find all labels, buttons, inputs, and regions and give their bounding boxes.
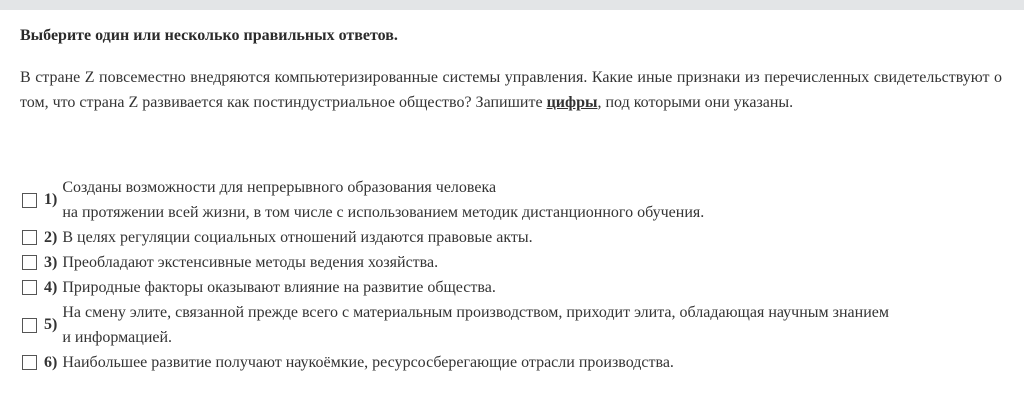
question-emphasis: цифры — [546, 94, 598, 111]
option-text-line: Наибольшее развитие получают наукоёмкие, ресурсосберегающие отрасли производства. — [62, 354, 674, 371]
option-text — [62, 225, 532, 250]
answer-option-6[interactable] — [22, 350, 1012, 375]
option-number: 5) — [44, 316, 58, 333]
option-text — [62, 250, 438, 275]
option-text-line: Созданы возможности для непрерывного образования человека — [62, 179, 497, 196]
answer-option-2[interactable] — [22, 225, 1012, 250]
answer-checkbox[interactable] — [22, 230, 37, 245]
option-text-line: на протяжении всей жизни, в том числе с использованием методик дистанционного обучения. — [62, 204, 705, 221]
answer-options — [22, 175, 1012, 375]
instruction-text: Выберите один или несколько правильных ответов. — [20, 27, 398, 44]
answer-checkbox[interactable] — [22, 318, 37, 333]
option-text — [62, 350, 674, 375]
answer-checkbox[interactable] — [22, 280, 37, 295]
question-text — [20, 65, 1002, 115]
option-text-line: В целях регуляции социальных отношений издаются правовые акты. — [62, 229, 533, 246]
answer-checkbox[interactable] — [22, 255, 37, 270]
question-text-part: В стране Z повсеместно внедряются компьютеризированные системы управления. Какие иные признаки из перечисленных свидетельствуют о том, что страна Z развивается как постиндустриальное общество? Запишите — [20, 69, 1002, 111]
option-text — [62, 275, 496, 300]
option-number: 2) — [44, 228, 58, 246]
option-number: 3) — [44, 253, 58, 271]
answer-option-3[interactable] — [22, 250, 1012, 275]
answer-checkbox[interactable] — [22, 355, 37, 370]
answer-checkbox[interactable] — [22, 193, 37, 208]
option-number: 6) — [44, 353, 58, 371]
answer-option-1[interactable] — [22, 175, 1012, 225]
option-text — [62, 300, 889, 350]
top-bar — [0, 0, 1024, 10]
answer-option-5[interactable] — [22, 300, 1012, 350]
answer-option-4[interactable] — [22, 275, 1012, 300]
option-text-line: Преобладают экстенсивные методы ведения хозяйства. — [62, 254, 439, 271]
question-text-part: , под которыми они указаны. — [597, 94, 794, 111]
option-number: 1) — [44, 191, 58, 208]
option-text — [62, 175, 704, 225]
option-text-line: и информацией. — [62, 329, 173, 346]
option-text-line: Природные факторы оказывают влияние на развитие общества. — [62, 279, 496, 296]
option-text-line: На смену элите, связанной прежде всего с материальным производством, приходит элита, обладающая научным знанием — [62, 304, 889, 321]
option-number: 4) — [44, 278, 58, 296]
